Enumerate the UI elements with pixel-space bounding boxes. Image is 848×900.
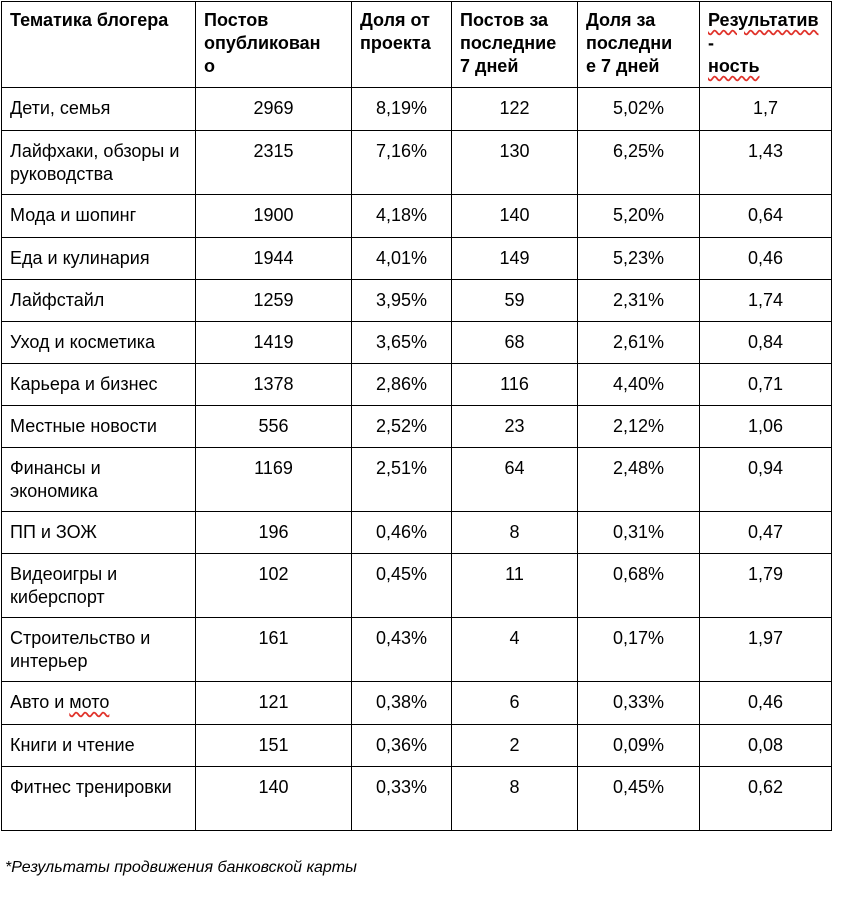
footnote: *Результаты продвижения банковской карты [5,859,357,876]
cell-topic: Авто и мото [2,682,196,725]
cell-efficiency: 0,46 [700,682,832,725]
table-row [2,767,832,831]
cell-share: 2,86% [352,364,452,406]
table-row [2,322,832,364]
cell-share-7d: 0,68% [578,554,700,618]
cell-share: 0,46% [352,512,452,554]
cell-efficiency: 1,97 [700,618,832,682]
cell-share-7d: 0,09% [578,725,700,767]
cell-share: 7,16% [352,131,452,195]
cell-share: 2,52% [352,406,452,448]
header-posts-7d: Постов за последние 7 дней [452,2,578,88]
cell-topic: Местные новости [2,406,196,448]
table-row [2,448,832,512]
spellcheck-word: мото [69,692,110,712]
cell-topic: Видеоигры и киберспорт [2,554,196,618]
cell-posts: 1944 [196,238,352,280]
cell-share-7d: 2,61% [578,322,700,364]
cell-topic: Дети, семья [2,88,196,131]
cell-topic: ПП и ЗОЖ [2,512,196,554]
cell-efficiency: 1,7 [700,88,832,131]
table-row [2,512,832,554]
cell-efficiency: 0,94 [700,448,832,512]
cell-posts: 1169 [196,448,352,512]
table-row [2,725,832,767]
cell-posts-7d: 140 [452,195,578,238]
cell-share-7d: 6,25% [578,131,700,195]
cell-posts: 2315 [196,131,352,195]
bloggers-table [1,1,832,831]
cell-topic: Финансы и экономика [2,448,196,512]
table-row [2,88,832,131]
table-row [2,554,832,618]
cell-posts-7d: 68 [452,322,578,364]
cell-posts: 2969 [196,88,352,131]
cell-posts: 121 [196,682,352,725]
table-row [2,131,832,195]
cell-posts-7d: 116 [452,364,578,406]
cell-posts-7d: 11 [452,554,578,618]
cell-posts-7d: 6 [452,682,578,725]
cell-efficiency: 0,71 [700,364,832,406]
cell-share-7d: 2,12% [578,406,700,448]
cell-share-7d: 5,23% [578,238,700,280]
table-row [2,195,832,238]
cell-share: 0,45% [352,554,452,618]
cell-efficiency: 0,08 [700,725,832,767]
cell-efficiency: 0,64 [700,195,832,238]
cell-posts-7d: 59 [452,280,578,322]
cell-topic: Карьера и бизнес [2,364,196,406]
header-share-7d: Доля за последни е 7 дней [578,2,700,88]
table-row [2,406,832,448]
cell-posts-7d: 64 [452,448,578,512]
cell-posts-7d: 2 [452,725,578,767]
cell-share: 0,43% [352,618,452,682]
cell-efficiency: 1,43 [700,131,832,195]
cell-posts: 151 [196,725,352,767]
cell-efficiency: 0,47 [700,512,832,554]
cell-topic: Уход и косметика [2,322,196,364]
cell-posts-7d: 23 [452,406,578,448]
cell-posts-7d: 8 [452,512,578,554]
cell-posts: 102 [196,554,352,618]
cell-posts-7d: 149 [452,238,578,280]
cell-efficiency: 0,84 [700,322,832,364]
cell-posts-7d: 8 [452,767,578,831]
cell-posts: 1900 [196,195,352,238]
cell-share-7d: 0,33% [578,682,700,725]
cell-share: 0,33% [352,767,452,831]
cell-posts: 1259 [196,280,352,322]
cell-share-7d: 5,20% [578,195,700,238]
cell-share-7d: 2,48% [578,448,700,512]
cell-share-7d: 5,02% [578,88,700,131]
cell-posts-7d: 122 [452,88,578,131]
cell-share-7d: 0,45% [578,767,700,831]
cell-topic: Еда и кулинария [2,238,196,280]
cell-efficiency: 0,46 [700,238,832,280]
cell-topic: Лайфхаки, обзоры и руководства [2,131,196,195]
table-row [2,364,832,406]
cell-posts-7d: 4 [452,618,578,682]
cell-topic: Строительство и интерьер [2,618,196,682]
cell-share: 3,95% [352,280,452,322]
cell-posts: 140 [196,767,352,831]
table-row [2,618,832,682]
cell-posts: 1419 [196,322,352,364]
cell-topic: Книги и чтение [2,725,196,767]
cell-share-7d: 2,31% [578,280,700,322]
cell-topic: Фитнес тренировки [2,767,196,831]
cell-share: 0,38% [352,682,452,725]
header-row [2,2,832,88]
cell-share: 8,19% [352,88,452,131]
cell-posts: 196 [196,512,352,554]
cell-posts: 1378 [196,364,352,406]
header-topic: Тематика блогера [2,2,196,88]
cell-posts-7d: 130 [452,131,578,195]
cell-efficiency: 1,06 [700,406,832,448]
cell-efficiency: 0,62 [700,767,832,831]
cell-posts: 161 [196,618,352,682]
cell-efficiency: 1,79 [700,554,832,618]
cell-posts: 556 [196,406,352,448]
cell-share-7d: 4,40% [578,364,700,406]
table-row [2,280,832,322]
cell-share: 4,18% [352,195,452,238]
header-efficiency: Результатив - ность [700,2,832,88]
cell-share: 0,36% [352,725,452,767]
cell-share: 2,51% [352,448,452,512]
table-row [2,682,832,725]
header-posts: Постов опубликован о [196,2,352,88]
cell-share: 3,65% [352,322,452,364]
header-share: Доля от проекта [352,2,452,88]
cell-topic: Лайфстайл [2,280,196,322]
cell-share-7d: 0,17% [578,618,700,682]
cell-topic: Мода и шопинг [2,195,196,238]
cell-efficiency: 1,74 [700,280,832,322]
table-row [2,238,832,280]
cell-share-7d: 0,31% [578,512,700,554]
cell-share: 4,01% [352,238,452,280]
